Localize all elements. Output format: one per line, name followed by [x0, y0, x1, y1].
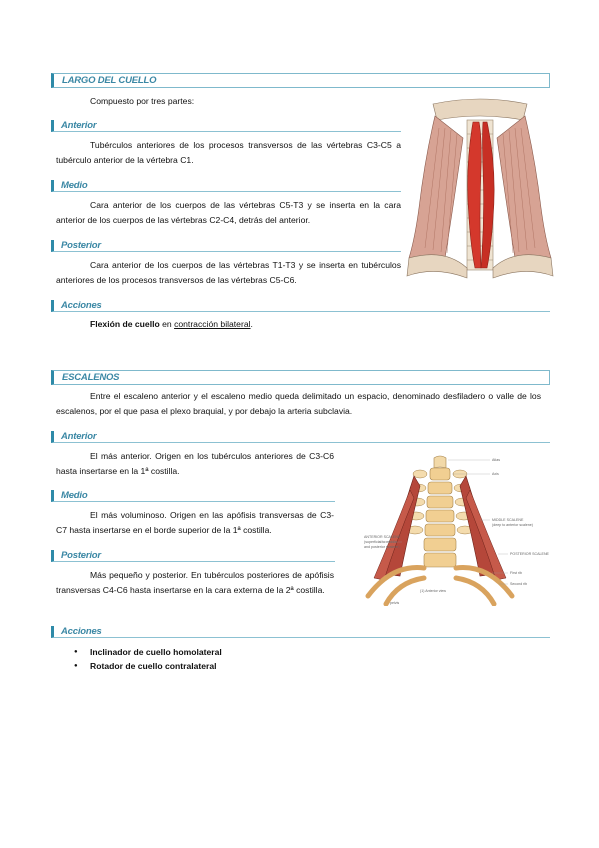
list-item: ● Rotador de cuello contralateral	[74, 659, 222, 673]
acciones-list	[74, 645, 222, 673]
label-posterior-scalene: POSTERIOR SCALENE	[510, 552, 549, 556]
escaleno-medio-text: El más voluminoso. Origen en las apófisis transversas de C3-C7 hasta insertarse en el borde superior de la 1ª costilla.	[56, 510, 334, 535]
subheader-anterior-2	[51, 431, 550, 443]
left-lateral-muscles	[409, 116, 463, 258]
cervical-spine-icon	[407, 456, 473, 567]
subheader-title: Acciones	[61, 626, 102, 637]
subheader-medio	[51, 180, 401, 192]
escalenos-intro-text: Entre el escaleno anterior y el escaleno medio queda delimitado un espacio, denominado desfiladero o valle de los escalenos, por el que pasa el plexo braquial, y por debajo la arteria subclavia.	[56, 391, 541, 416]
subheader-title: Medio	[61, 180, 88, 191]
label-middle-scalene-sub: (deep to anterior scalene)	[492, 523, 533, 527]
subheader-title: Posterior	[61, 240, 101, 251]
subheader-title: Medio	[61, 490, 88, 501]
intro-text: Compuesto por tres partes:	[90, 96, 195, 106]
escaleno-anterior-paragraph	[56, 449, 334, 479]
anterior-paragraph	[56, 138, 401, 168]
skull-base-icon	[433, 99, 527, 120]
right-clavicle-icon	[493, 255, 553, 278]
section-header-escalenos	[51, 370, 550, 385]
subheader-title: Anterior	[61, 120, 97, 131]
label-atlas: Atlas	[492, 458, 500, 462]
label-anterior-scalene-sub1: (superficial to middle	[364, 540, 397, 544]
longus-colli-illustration	[405, 98, 555, 283]
label-anterior-scalene-sub2: and posterior scalene)	[364, 545, 400, 549]
right-lateral-muscles	[497, 116, 551, 258]
label-first-rib: First rib	[510, 571, 522, 575]
label-axis: Axis	[492, 472, 499, 476]
section-header-largo-del-cuello	[51, 73, 550, 88]
label-second-rib: Second rib	[510, 582, 528, 586]
escaleno-posterior-text: Más pequeño y posterior. En tubérculos posteriores de apófisis transversas C4-C6 hasta insertarse en la cara externa de la 2ª costilla.	[56, 570, 334, 595]
subheader-title: Acciones	[61, 300, 102, 311]
ribs-icon	[368, 568, 512, 604]
subheader-medio-2	[51, 490, 335, 502]
label-extra: pelvis	[390, 601, 400, 605]
posterior-paragraph	[56, 258, 401, 288]
list-item: ● Inclinador de cuello homolateral	[74, 645, 222, 659]
subheader-posterior-2	[51, 550, 335, 562]
escaleno-posterior-paragraph	[56, 568, 334, 598]
subheader-posterior	[51, 240, 401, 252]
posterior-text: Cara anterior de los cuerpos de las vértebras T1-T3 y se inserta en tubérculos anteriores de los procesos transversos de las vértebras C5-C6.	[56, 260, 401, 285]
escaleno-anterior-text: El más anterior. Origen en los tubérculos anteriores de C3-C6 hasta insertarse en la 1ª costilla.	[56, 451, 334, 476]
accion-end: .	[250, 319, 253, 329]
scalene-illustration	[362, 446, 562, 606]
intro-paragraph	[56, 94, 386, 109]
label-middle-scalene: MIDDLE SCALENE	[492, 518, 524, 522]
accion-underlined: contracción bilateral	[174, 319, 251, 329]
medio-text: Cara anterior de los cuerpos de las vértebras C5-T3 y se inserta en la cara anterior de los cuerpos de las vértebras C2-C4, detrás del anterior.	[56, 200, 401, 225]
subheader-title: Anterior	[61, 431, 97, 442]
left-clavicle-icon	[407, 255, 467, 278]
section-title: LARGO DEL CUELLO	[62, 75, 157, 86]
anterior-text: Tubérculos anteriores de los procesos transversos de las vértebras C3-C5 a tubérculo anterior de la vértebra C1.	[56, 140, 401, 165]
subheader-acciones	[51, 300, 550, 312]
subheader-title: Posterior	[61, 550, 101, 561]
medio-paragraph	[56, 198, 401, 228]
accion-en: en	[159, 319, 175, 329]
subheader-acciones-2	[51, 626, 550, 638]
label-view: (1) Anterior view	[420, 589, 446, 593]
escaleno-medio-paragraph	[56, 508, 334, 538]
escalenos-intro-paragraph	[56, 389, 541, 419]
section-title: ESCALENOS	[62, 372, 120, 383]
subheader-anterior	[51, 120, 401, 132]
accion-bold: Flexión de cuello	[90, 319, 160, 329]
acciones-paragraph	[56, 317, 536, 332]
label-anterior-scalene: ANTERIOR SCALENE	[364, 535, 401, 539]
